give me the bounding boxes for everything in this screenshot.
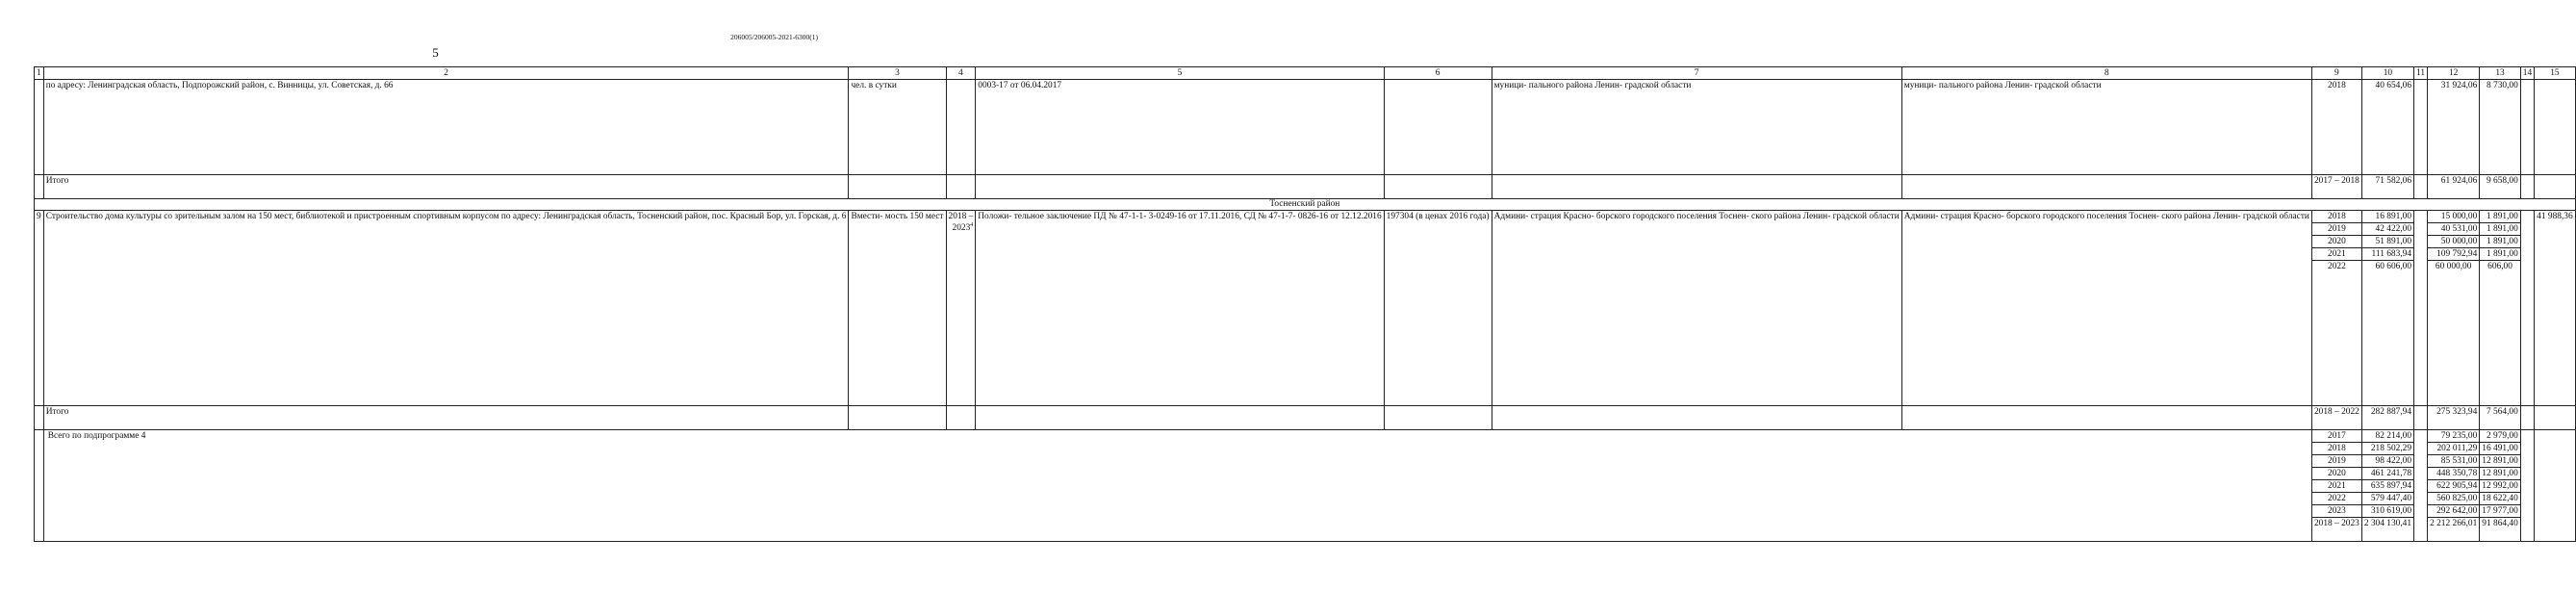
empty-cell <box>1492 175 1901 199</box>
capacity-cell: чел. в сутки <box>849 80 946 175</box>
summary-row <box>35 430 2576 443</box>
row-number-cell: 9 <box>35 211 44 406</box>
other-cell <box>2520 430 2534 542</box>
itogo-row <box>35 406 2576 430</box>
column-numbers-row <box>35 67 2576 80</box>
capacity-cell: Вмести- мость 150 мест <box>849 211 946 406</box>
itogo-label: Итого <box>43 175 849 199</box>
itogo-label: Итого <box>43 406 849 430</box>
year-range-cell: 2018 – 2022 <box>2311 406 2361 430</box>
local-cell: 1 891,00 <box>2480 248 2521 261</box>
balance-cell <box>2535 80 2576 175</box>
period-start: 2018 – <box>948 212 974 221</box>
table-row <box>35 211 2576 223</box>
empty-cell <box>849 406 946 430</box>
balance-cell: 41 988,36 <box>2535 211 2576 406</box>
empty-cell <box>946 175 976 199</box>
total-cell: 282 887,94 <box>2361 406 2413 430</box>
total-cell: 42 422,00 <box>2361 223 2413 236</box>
empty-cell <box>946 406 976 430</box>
year-cell: 2020 <box>2311 468 2361 480</box>
balance-cell <box>2535 430 2576 542</box>
year-cell: 2018 <box>2311 443 2361 455</box>
empty-cell <box>35 175 44 199</box>
year-cell: 2021 <box>2311 248 2361 261</box>
total-cell: 40 654,06 <box>2361 80 2413 175</box>
empty-cell <box>35 406 44 430</box>
total-cell: 16 891,00 <box>2361 211 2413 223</box>
empty-cell <box>1901 175 2311 199</box>
total-cell: 51 891,00 <box>2361 236 2413 248</box>
year-cell: 2018 <box>2311 80 2361 175</box>
local-cell: 1 891,00 <box>2480 223 2521 236</box>
investment-table <box>34 66 2576 542</box>
federal-cell <box>2414 430 2428 542</box>
customer-cell: Админи- страция Красно- борского городского поселения Тоснен- ского района Ленин- градской области <box>1492 211 1901 406</box>
regional-cell: 79 235,00 <box>2428 430 2480 443</box>
regional-cell: 292 642,00 <box>2428 505 2480 518</box>
local-cell: 18 622,40 <box>2480 493 2521 505</box>
regional-cell: 275 323,94 <box>2428 406 2480 430</box>
regional-cell: 448 350,78 <box>2428 468 2480 480</box>
total-cell: 218 502,29 <box>2361 443 2413 455</box>
empty-cell <box>976 175 1384 199</box>
cost-cell: 197304 (в ценах 2016 года) <box>1384 211 1492 406</box>
developer-cell: муници- пального района Ленин- градской области <box>1901 80 2311 175</box>
local-cell: 12 891,00 <box>2480 455 2521 468</box>
local-cell: 16 491,00 <box>2480 443 2521 455</box>
year-cell: 2017 <box>2311 430 2361 443</box>
local-cell: 12 992,00 <box>2480 480 2521 493</box>
period-cell <box>946 80 976 175</box>
year-cell: 2023 <box>2311 505 2361 518</box>
total-cell: 310 619,00 <box>2361 505 2413 518</box>
other-cell <box>2520 80 2534 175</box>
regional-cell: 61 924,06 <box>2428 175 2480 199</box>
local-cell: 7 564,00 <box>2480 406 2521 430</box>
column-number: 9 <box>2311 67 2361 80</box>
empty-cell <box>849 175 946 199</box>
column-number: 14 <box>2520 67 2534 80</box>
year-cell: 2019 <box>2311 223 2361 236</box>
column-number: 2 <box>43 67 849 80</box>
total-cell: 635 897,94 <box>2361 480 2413 493</box>
empty-cell <box>35 430 44 542</box>
empty-cell <box>1901 406 2311 430</box>
column-number: 7 <box>1492 67 1901 80</box>
regional-cell: 15 000,00 <box>2428 211 2480 223</box>
year-cell: 2022 <box>2311 261 2361 406</box>
year-range-cell: 2017 – 2018 <box>2311 175 2361 199</box>
empty-cell <box>2414 406 2428 430</box>
year-cell: 2018 <box>2311 211 2361 223</box>
column-number: 8 <box>1901 67 2311 80</box>
document-id: 206005/206005-2021-6300(1) <box>730 33 818 41</box>
empty-cell <box>2535 175 2576 199</box>
regional-cell: 2 212 266,01 <box>2428 518 2480 542</box>
regional-cell: 560 825,00 <box>2428 493 2480 505</box>
column-number: 1 <box>35 67 44 80</box>
column-number: 15 <box>2535 67 2576 80</box>
expertise-cell: 0003-17 от 06.04.2017 <box>976 80 1384 175</box>
total-cell: 82 214,00 <box>2361 430 2413 443</box>
local-cell: 17 977,00 <box>2480 505 2521 518</box>
footnote-mark: 4 <box>970 221 974 228</box>
year-range-cell: 2018 – 2023 <box>2311 518 2361 542</box>
empty-cell <box>1492 406 1901 430</box>
local-cell: 91 864,40 <box>2480 518 2521 542</box>
regional-cell: 50 000,00 <box>2428 236 2480 248</box>
regional-cell: 622 905,94 <box>2428 480 2480 493</box>
total-cell: 111 683,94 <box>2361 248 2413 261</box>
empty-cell <box>1384 175 1492 199</box>
year-cell: 2021 <box>2311 480 2361 493</box>
summary-label: Всего по подпрограмме 4 <box>43 430 2311 542</box>
local-cell: 1 891,00 <box>2480 236 2521 248</box>
customer-cell: муници- пального района Ленин- градской области <box>1492 80 1901 175</box>
total-cell: 71 582,06 <box>2361 175 2413 199</box>
local-cell: 8 730,00 <box>2480 80 2521 175</box>
column-number: 12 <box>2428 67 2480 80</box>
object-name-cell: Строительство дома культуры со зрительным залом на 150 мест, библиотекой и пристроенным спортивным корпусом по адресу: Ленинградская область, Тосненский район, пос. Красный Бор, ул. Горская, д. 6 <box>43 211 849 406</box>
regional-cell: 60 000,00 <box>2428 261 2480 406</box>
regional-cell: 202 011,29 <box>2428 443 2480 455</box>
column-number: 5 <box>976 67 1384 80</box>
empty-cell <box>2414 175 2428 199</box>
column-number: 11 <box>2414 67 2428 80</box>
local-cell: 2 979,00 <box>2480 430 2521 443</box>
federal-cell <box>2414 80 2428 175</box>
federal-cell <box>2414 211 2428 406</box>
column-number: 6 <box>1384 67 1492 80</box>
empty-cell <box>976 406 1384 430</box>
period-end: 2023$^4$ <box>952 221 974 233</box>
expertise-cell: Положи- тельное заключение ПД № 47-1-1- 3-0249-16 от 17.11.2016, СД № 47-1-7- 0826-16 от 12.12.2016 <box>976 211 1384 406</box>
total-cell: 2 304 130,41 <box>2361 518 2413 542</box>
regional-cell: 40 531,00 <box>2428 223 2480 236</box>
total-cell: 579 447,40 <box>2361 493 2413 505</box>
empty-cell <box>2520 175 2534 199</box>
row-number-cell <box>35 80 44 175</box>
total-cell: 60 606,00 <box>2361 261 2413 406</box>
empty-cell <box>2535 406 2576 430</box>
cost-cell <box>1384 80 1492 175</box>
district-row <box>35 199 2576 211</box>
empty-cell <box>1384 406 1492 430</box>
object-name-cell: по адресу: Ленинградская область, Подпорожский район, с. Винницы, ул. Советская, д. 66 <box>43 80 849 175</box>
year-cell: 2019 <box>2311 455 2361 468</box>
local-cell: 606,00 <box>2480 261 2521 406</box>
table-row <box>35 80 2576 175</box>
page-number: 5 <box>432 45 439 60</box>
year-cell: 2022 <box>2311 493 2361 505</box>
local-cell: 9 658,00 <box>2480 175 2521 199</box>
column-number: 3 <box>849 67 946 80</box>
developer-cell: Админи- страция Красно- борского городского поселения Тоснен- ского района Ленин- градской области <box>1901 211 2311 406</box>
empty-cell <box>2520 406 2534 430</box>
column-number: 10 <box>2361 67 2413 80</box>
total-cell: 461 241,78 <box>2361 468 2413 480</box>
other-cell <box>2520 211 2534 406</box>
local-cell: 12 891,00 <box>2480 468 2521 480</box>
period-cell <box>946 211 976 406</box>
total-cell: 98 422,00 <box>2361 455 2413 468</box>
regional-cell: 109 792,94 <box>2428 248 2480 261</box>
regional-cell: 85 531,00 <box>2428 455 2480 468</box>
column-number: 4 <box>946 67 976 80</box>
district-title: Тосненский район <box>35 199 2576 211</box>
year-cell: 2020 <box>2311 236 2361 248</box>
regional-cell: 31 924,06 <box>2428 80 2480 175</box>
local-cell: 1 891,00 <box>2480 211 2521 223</box>
column-number: 13 <box>2480 67 2521 80</box>
itogo-row <box>35 175 2576 199</box>
